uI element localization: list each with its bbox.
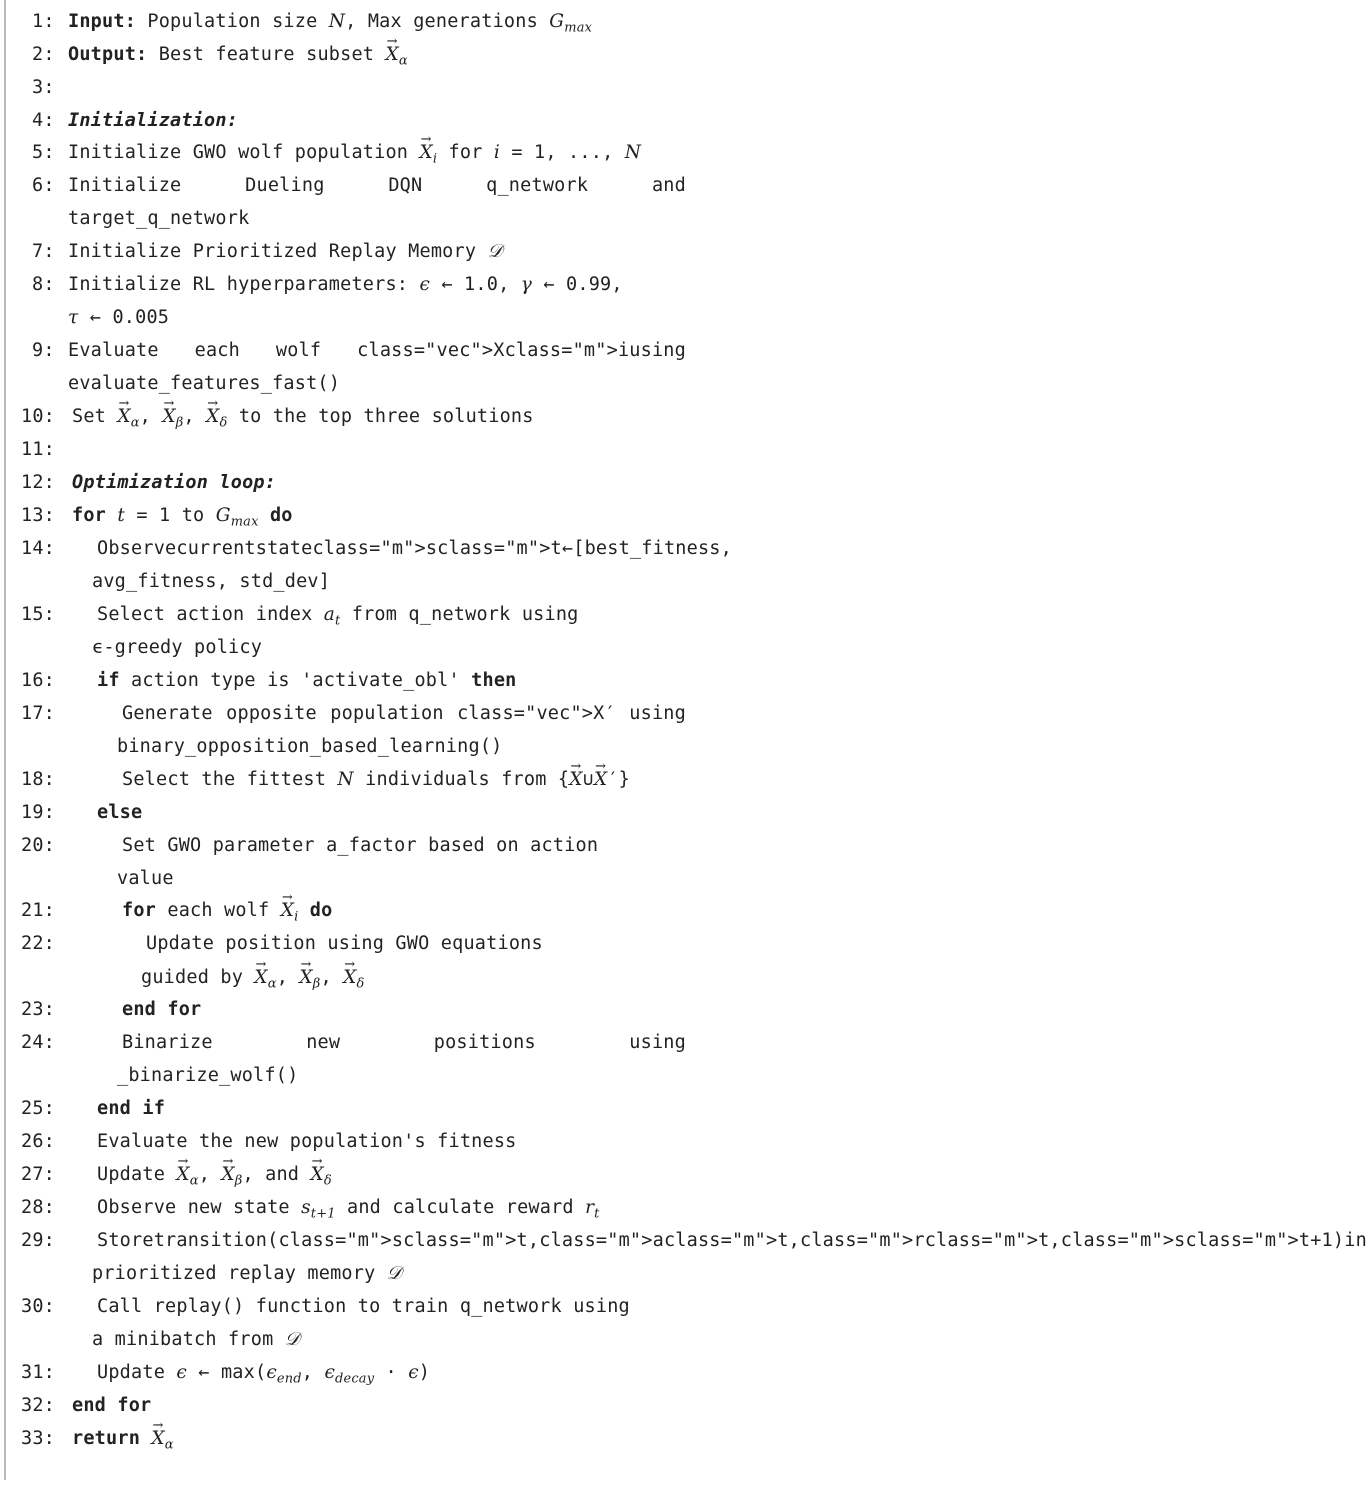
line-text: Update position using GWO equations [146, 933, 543, 954]
line-number: 30: [21, 1296, 56, 1317]
line-continuation: binary_opposition_based_learning() [117, 736, 503, 757]
line-number: 8: [32, 274, 55, 295]
line-continuation: target_q_network [68, 208, 250, 229]
line-continuation: _binarize_wolf() [117, 1065, 299, 1086]
line-number: 17: [21, 703, 56, 724]
line-text: Initialization: [68, 110, 239, 131]
line-text: end if [97, 1098, 166, 1119]
line-number: 28: [21, 1197, 56, 1218]
line-text: if action type is 'activate_obl' then [97, 670, 517, 691]
line-number: 1: [32, 11, 55, 32]
line-text: Observe current state class="m">sclass="m">t←[best_fitness, [97, 538, 732, 559]
line-number: 9: [32, 340, 55, 361]
line-number: 25: [21, 1098, 56, 1119]
line-number: 32: [21, 1395, 56, 1416]
line-number: 21: [21, 900, 56, 921]
line-text: Initialize Prioritized Replay Memory 𝒟 [68, 241, 503, 262]
line-number: 3: [32, 77, 55, 98]
line-number: 23: [21, 999, 56, 1020]
line-text: Evaluate the new population's fitness [97, 1131, 517, 1152]
line-number: 13: [21, 505, 56, 526]
line-continuation: guided by → $X_\alpha$, → $X_\beta$, → $X_\delta$ [141, 967, 365, 992]
line-text: Call replay() function to train q_network using [97, 1296, 630, 1317]
line-text: end for [122, 999, 202, 1020]
line-text: Store transition (class="m">sclass="m">t,class="m">aclass="m">t,class="m">rclass="m">t,class="m">sclass="m">t+1)in [97, 1230, 1367, 1251]
line-text: else [97, 802, 143, 823]
line-number: 4: [32, 110, 55, 131]
line-number: 33: [21, 1428, 56, 1449]
line-text: Initialize GWO wolf population → $X_i$ for i = 1, ..., N [68, 142, 641, 168]
line-label: Input: [68, 11, 137, 32]
line-number: 24: [21, 1032, 56, 1053]
line-number: 5: [32, 142, 55, 163]
line-text: Observe new state $s_{t+1}$ and calculate reward $r_t$ [97, 1197, 600, 1222]
line-text: Select action index $a_t$ from q_network using [97, 604, 579, 629]
line-number: 27: [21, 1164, 56, 1185]
line-number: 16: [21, 670, 56, 691]
line-continuation: ϵ-greedy policy [92, 637, 263, 658]
line-text: Generate opposite population class="vec">X′ using [122, 703, 686, 724]
line-text: Optimization loop: [72, 472, 277, 493]
line-number: 6: [32, 175, 55, 196]
line-number: 19: [21, 802, 56, 823]
line-text: Input: Population size N, Max generations $G_{max}$ [68, 11, 593, 36]
line-number: 26: [21, 1131, 56, 1152]
line-text: Initialize RL hyperparameters: ϵ ← 1.0, γ ← 0.99, [68, 274, 623, 295]
line-text: Output: Best feature subset → $X_\alpha$ [68, 44, 408, 70]
line-text: Update → $X_\alpha$, → $X_\beta$, and → $X_\delta$ [97, 1164, 332, 1190]
line-number: 31: [21, 1362, 56, 1383]
line-text: for each wolf → $X_i$ do [122, 900, 332, 926]
line-text: Binarize new positions using [122, 1032, 686, 1053]
line-continuation: a minibatch from 𝒟 [92, 1329, 300, 1350]
line-text: Update ϵ ← $\max(\epsilon_{end}$, $\epsilon_{decay} \cdot \epsilon$) [97, 1362, 431, 1387]
line-number: 15: [21, 604, 56, 625]
line-number: 18: [21, 769, 56, 790]
line-number: 22: [21, 933, 56, 954]
line-continuation: τ ← 0.005 [68, 307, 170, 328]
line-number: 11: [21, 439, 56, 460]
line-continuation: avg_fitness, std_dev] [92, 571, 331, 592]
line-number: 10: [21, 406, 56, 427]
line-text: Set GWO parameter a_factor based on action [122, 835, 599, 856]
line-text: for t = 1 to $G_{max}$ do [72, 505, 293, 530]
line-text: Set → $X_\alpha$, → $X_\beta$, → $X_\delta$ to the top three solutions [72, 406, 534, 432]
line-number: 20: [21, 835, 56, 856]
line-label: Output: [68, 44, 148, 65]
line-continuation: value [117, 868, 174, 889]
line-text: Evaluate each wolf class="vec">Xclass="m">iusing [68, 340, 686, 361]
line-text: end for [72, 1395, 152, 1416]
line-number: 14: [21, 538, 56, 559]
line-text: return → $X_\alpha$ [72, 1428, 174, 1454]
line-number: 7: [32, 241, 55, 262]
line-continuation: evaluate_features_fast() [68, 373, 341, 394]
line-number: 2: [32, 44, 55, 65]
line-number: 12: [21, 472, 56, 493]
line-number: 29: [21, 1230, 56, 1251]
line-text: Initialize Dueling DQN q_network and [68, 175, 686, 196]
line-continuation: prioritized replay memory 𝒟 [92, 1263, 402, 1284]
left-rule [4, 0, 6, 1480]
line-text: Select the fittest N individuals from {→ X∪→ X′} [122, 769, 630, 795]
